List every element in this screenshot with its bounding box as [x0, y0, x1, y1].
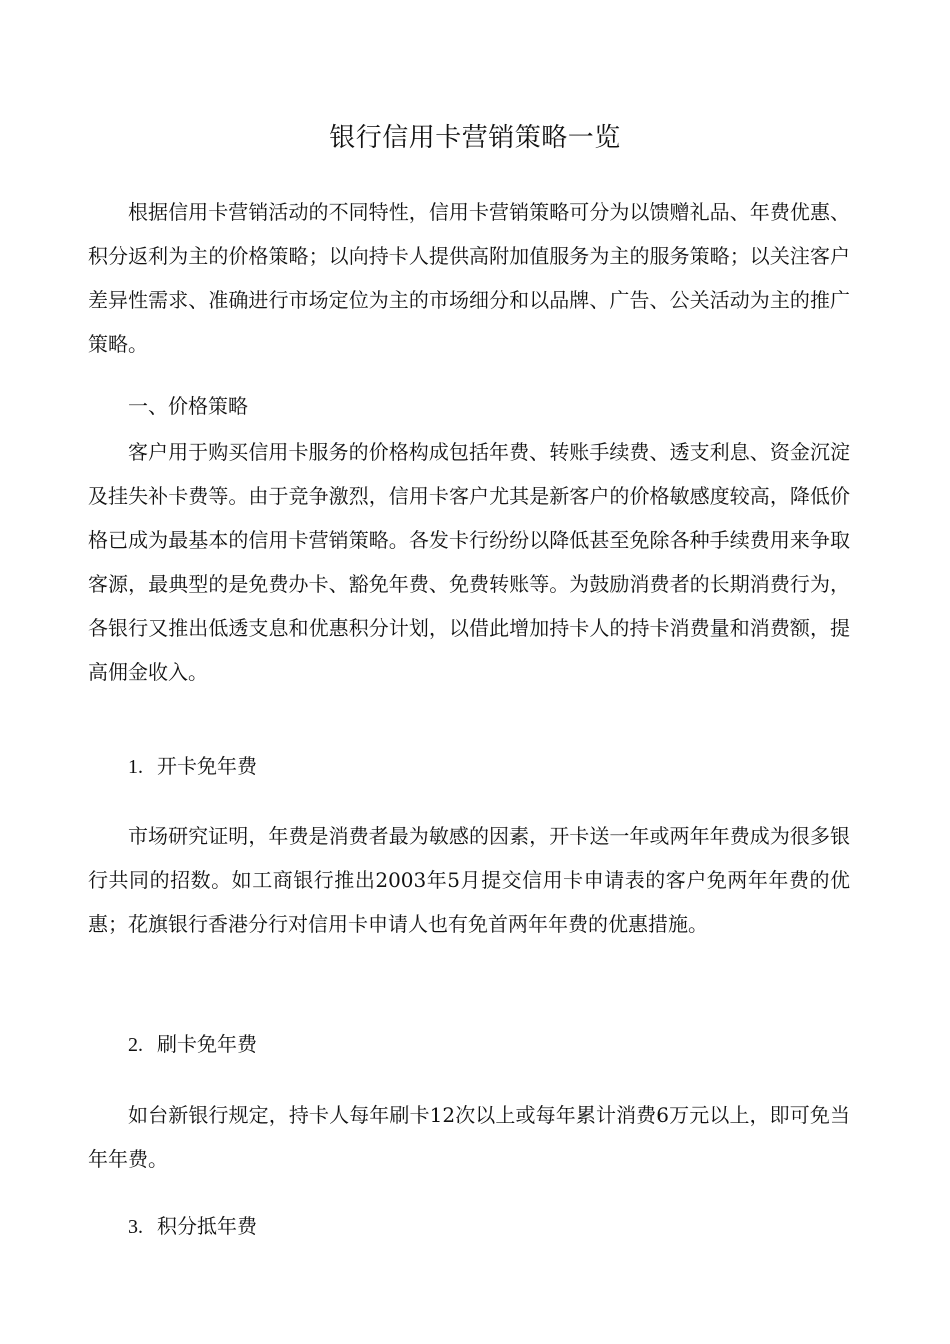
price-strategy-paragraph: 客户用于购买信用卡服务的价格构成包括年费、转账手续费、透支利息、资金沉淀及挂失补卡费等。由于竞争激烈，信用卡客户尤其是新客户的价格敏感度较高，降低价格已成为最基本的信用卡营销策略。各发卡行纷纷以降低甚至免除各种手续费用来争取客源，最典型的是免费办卡、豁免年费、免费转账等。为鼓励消费者的长期消费行为，各银行又推出低透支息和优惠积分计划，以借此增加持卡人的持卡消费量和消费额，提高佣金收入。	[88, 440, 850, 684]
document-title: 银行信用卡营销策略一览	[329, 123, 621, 153]
item-heading-open-card-fee-waiver	[88, 744, 850, 789]
intro-paragraph: 根据信用卡营销活动的不同特性，信用卡营销策略可分为以馈赠礼品、年费优惠、积分返利为主的价格策略；以向持卡人提供高附加值服务为主的服务策略；以关注客户差异性需求、准确进行市场定位为主的市场细分和以品牌、广告、公关活动为主的推广策略。	[88, 200, 850, 356]
item-title: 开卡免年费	[157, 754, 257, 778]
item-heading-points-offset-fee	[88, 1204, 850, 1249]
section-heading-price-strategy: 一、价格策略	[128, 394, 248, 418]
open-card-fee-waiver-paragraph: 市场研究证明，年费是消费者最为敏感的因素，开卡送一年或两年年费成为很多银行共同的招数。如工商银行推出2003年5月提交信用卡申请表的客户免两年年费的优惠；花旗银行香港分行对信用卡申请人也有免首两年年费的优惠措施。	[88, 824, 850, 936]
item-heading-swipe-fee-waiver	[88, 1022, 850, 1067]
item-number: 3.	[128, 1216, 143, 1238]
item-number: 2.	[128, 1034, 143, 1056]
item-title: 刷卡免年费	[157, 1032, 257, 1056]
item-title: 积分抵年费	[157, 1214, 257, 1238]
swipe-fee-waiver-paragraph: 如台新银行规定，持卡人每年刷卡12次以上或每年累计消费6万元以上，即可免当年年费。	[88, 1103, 850, 1171]
item-number: 1.	[128, 756, 143, 778]
